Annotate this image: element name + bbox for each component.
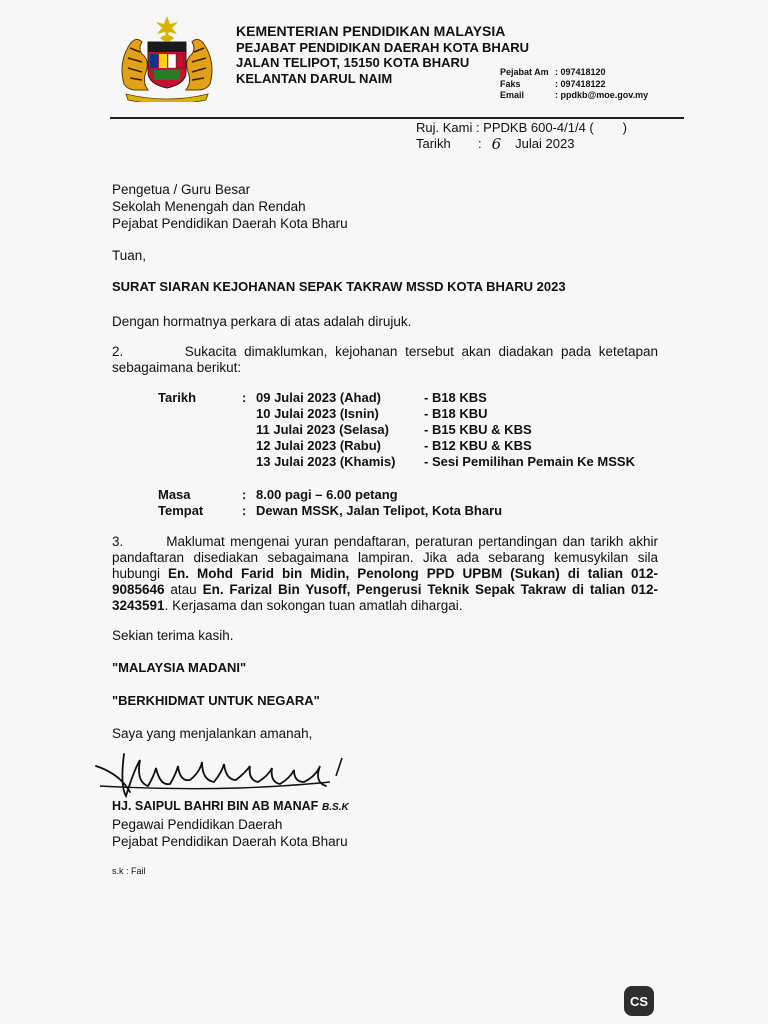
venue-label: Tempat bbox=[158, 503, 204, 518]
schedule-date: 10 Julai 2023 (Isnin) bbox=[256, 406, 379, 421]
date-label: Tarikh bbox=[416, 136, 451, 151]
contact-person-2: En. Farizal Bin Yusoff, Pengerusi Teknik Sepak Takraw di talian 012-3243591 bbox=[112, 582, 658, 613]
signatory-title: Pegawai Pendidikan Daerah bbox=[112, 817, 283, 832]
reference-block bbox=[416, 120, 627, 152]
signatory-name-line bbox=[112, 797, 349, 816]
contact-row bbox=[500, 67, 648, 79]
venue-row bbox=[158, 503, 635, 519]
salutation: Tuan, bbox=[112, 248, 147, 263]
schedule-event: - B12 KBU & KBS bbox=[424, 438, 532, 453]
signatory-office: Pejabat Pendidikan Daerah Kota Bharu bbox=[112, 834, 348, 849]
recipient-line: Pengetua / Guru Besar bbox=[112, 182, 251, 197]
time-row bbox=[158, 487, 635, 503]
recipient-line: Pejabat Pendidikan Daerah Kota Bharu bbox=[112, 216, 348, 231]
paragraph-3 bbox=[112, 534, 662, 614]
letter-subject: SURAT SIARAN KEJOHANAN SEPAK TAKRAW MSSD KOTA BHARU 2023 bbox=[112, 279, 566, 294]
office-name: PEJABAT PENDIDIKAN DAERAH KOTA BHARU bbox=[236, 39, 529, 55]
contact-label: Pejabat Am bbox=[500, 67, 549, 77]
schedule-date: 09 Julai 2023 (Ahad) bbox=[256, 390, 381, 405]
time-value: 8.00 pagi – 6.00 petang bbox=[256, 487, 398, 502]
contact-label: Email bbox=[500, 90, 525, 100]
contact-label: Faks bbox=[500, 78, 521, 89]
address-line-1: JALAN TELIPOT, 15150 KOTA BHARU bbox=[236, 55, 470, 70]
slogan-1: "MALAYSIA MADANI" bbox=[112, 660, 247, 675]
schedule-row bbox=[158, 438, 635, 454]
schedule-table bbox=[158, 390, 635, 519]
contact-value: : 097418120 bbox=[555, 67, 606, 77]
contact-value: : 097418122 bbox=[555, 78, 606, 89]
date-month-year: Julai 2023 bbox=[515, 136, 575, 151]
schedule-date: 12 Julai 2023 (Rabu) bbox=[256, 438, 381, 453]
venue-value: Dewan MSSK, Jalan Telipot, Kota Bharu bbox=[256, 503, 503, 518]
para3-text: atau bbox=[164, 582, 203, 597]
schedule-event: - Sesi Pemilihan Pemain Ke MSSK bbox=[424, 454, 635, 469]
schedule-event: - B15 KBU & KBS bbox=[424, 422, 532, 437]
para3-text: 3. Maklumat mengenai yuran pendaftaran, peraturan pertandingan dan tarikh akhir pandaftaran disediakan sebagaimana lampiran. Jika ada sebarang kemusykilan sila hubungi bbox=[112, 534, 662, 581]
schedule-row bbox=[158, 454, 635, 470]
time-label: Masa bbox=[158, 487, 191, 502]
signatory-honor: B.S.K bbox=[322, 802, 349, 813]
schedule-row bbox=[158, 406, 635, 422]
handwritten-day: 6 bbox=[491, 135, 502, 153]
schedule-date: 11 Julai 2023 (Selasa) bbox=[256, 422, 389, 437]
date-colon: : bbox=[478, 136, 482, 151]
schedule-row bbox=[158, 422, 635, 438]
schedule-date: 13 Julai 2023 (Khamis) bbox=[256, 454, 396, 469]
address-line-2: KELANTAN DARUL NAIM bbox=[236, 70, 393, 86]
contact-row bbox=[500, 90, 648, 102]
contact-person-1: En. Mohd Farid bin Midin, Penolong PPD UPBM (Sukan) di talian 012-9085646 bbox=[112, 566, 658, 597]
schedule-label: Tarikh bbox=[158, 390, 197, 405]
closing-line: Sekian terima kasih. bbox=[112, 628, 234, 643]
signatory-block bbox=[112, 797, 349, 850]
ministry-name: KEMENTERIAN PENDIDIKAN MALAYSIA bbox=[236, 23, 506, 39]
coat-of-arms-logo bbox=[112, 14, 222, 102]
schedule-event: - B18 KBS bbox=[424, 390, 487, 405]
schedule-row bbox=[158, 390, 635, 406]
recipient-block bbox=[112, 181, 348, 232]
signatory-name: HJ. SAIPUL BAHRI BIN AB MANAF bbox=[112, 799, 319, 813]
time-colon: : bbox=[242, 487, 247, 502]
carbon-copy: s.k : Fail bbox=[112, 866, 146, 876]
venue-colon: : bbox=[242, 503, 247, 518]
camscanner-watermark: CS bbox=[624, 986, 654, 1016]
schedule-colon: : bbox=[242, 390, 247, 405]
reference-number: Ruj. Kami : PPDKB 600-4/1/4 ( ) bbox=[416, 120, 627, 135]
contact-row bbox=[500, 79, 648, 91]
paragraph-2: 2. Sukacita dimaklumkan, kejohanan tersebut akan diadakan pada ketetapan sebagaimana berikut: bbox=[112, 344, 662, 375]
letterhead bbox=[236, 24, 529, 86]
sign-off: Saya yang menjalankan amanah, bbox=[112, 726, 313, 741]
contact-value: : ppdkb@moe.gov.my bbox=[555, 90, 649, 100]
contact-block bbox=[500, 67, 648, 102]
header-divider bbox=[110, 117, 684, 119]
para3-text: . Kerjasama dan sokongan tuan amatlah dihargai. bbox=[164, 598, 463, 613]
slogan-2: "BERKHIDMAT UNTUK NEGARA" bbox=[112, 693, 320, 708]
letter-date bbox=[416, 136, 627, 152]
opening-line: Dengan hormatnya perkara di atas adalah dirujuk. bbox=[112, 314, 412, 329]
schedule-event: - B18 KBU bbox=[424, 406, 488, 421]
recipient-line: Sekolah Menengah dan Rendah bbox=[112, 199, 306, 214]
